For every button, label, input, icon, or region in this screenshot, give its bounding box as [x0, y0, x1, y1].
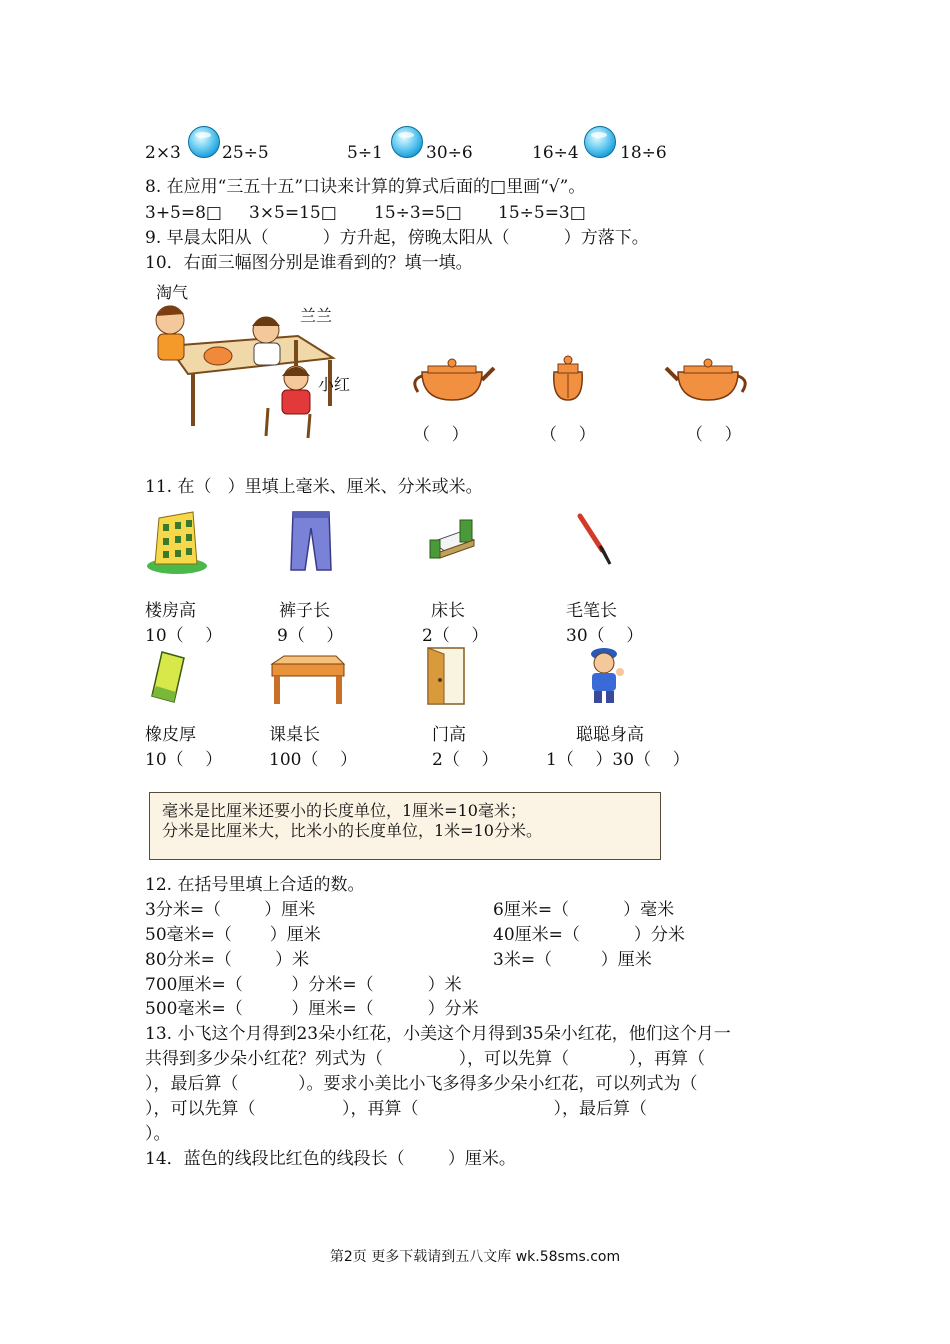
q13-line: ），可以先算（ ），再算（ ），最后算（ — [145, 1099, 648, 1119]
compare-right-3: 18÷6 — [620, 143, 667, 163]
q11-blank[interactable]: 2（ ） — [422, 626, 489, 646]
q11-label: 楼房高 — [145, 601, 196, 621]
q8-option[interactable]: 3×5=15□ — [249, 203, 337, 223]
bubble-icon[interactable] — [188, 126, 220, 158]
teapot-side-view-2 — [664, 358, 752, 404]
label-xiaohong: 小红 — [318, 375, 351, 394]
q10-blank[interactable]: （ ） — [540, 425, 596, 445]
q11-blank[interactable]: 10（ ） — [145, 750, 223, 770]
note-box — [149, 792, 661, 860]
bed-icon — [426, 514, 478, 566]
q8-option[interactable]: 15÷3=5□ — [374, 203, 462, 223]
q11-label: 床长 — [431, 601, 465, 621]
boy-icon — [584, 646, 628, 706]
compare-left-3: 16÷4 — [532, 143, 579, 163]
teapot-front-view — [548, 354, 588, 404]
q12-item[interactable]: 50毫米=（ ）厘米 — [145, 925, 321, 945]
q11-label: 门高 — [432, 725, 466, 745]
building-icon — [145, 508, 209, 574]
q12-item[interactable]: 3分米=（ ）厘米 — [145, 900, 316, 920]
bubble-icon[interactable] — [391, 126, 423, 158]
q13-line: 13. 小飞这个月得到23朵小红花，小美这个月得到35朵小红花，他们这个月一 — [145, 1024, 731, 1044]
compare-left-2: 5÷1 — [347, 143, 383, 163]
q12-item[interactable]: 40厘米=（ ）分米 — [493, 925, 685, 945]
brush-icon — [574, 512, 618, 570]
door-icon — [424, 646, 468, 706]
page-footer: 第2页 更多下载请到五八文库 wk.58sms.com — [329, 1249, 621, 1265]
q11-blank[interactable]: 9（ ） — [277, 626, 344, 646]
q10-blank[interactable]: （ ） — [413, 425, 469, 445]
label-lanlan: 兰兰 — [300, 306, 333, 325]
q12-item[interactable]: 6厘米=（ ）毫米 — [493, 900, 675, 920]
q9-text: 9. 早晨太阳从（ ）方升起，傍晚太阳从（ ）方落下。 — [145, 228, 649, 248]
trousers-icon — [285, 508, 337, 574]
q12-item[interactable]: 700厘米=（ ）分米=（ ）米 — [145, 975, 462, 995]
q11-label: 课桌长 — [269, 725, 320, 745]
q11-blank[interactable]: 10（ ） — [145, 626, 223, 646]
q12-item[interactable]: 80分米=（ ）米 — [145, 950, 310, 970]
q8-option[interactable]: 15÷5=3□ — [498, 203, 586, 223]
q11-label: 聪聪身高 — [576, 725, 644, 745]
q12-title: 12. 在括号里填上合适的数。 — [145, 875, 365, 895]
q12-item[interactable]: 3米=（ ）厘米 — [493, 950, 652, 970]
teapot-side-view-1 — [408, 358, 496, 404]
bubble-icon[interactable] — [584, 126, 616, 158]
q8-title: 8. 在应用“三五十五”口诀来计算的算式后面的□里画“√”。 — [145, 177, 586, 197]
compare-left-1: 2×3 — [145, 143, 181, 163]
q11-label: 毛笔长 — [566, 601, 617, 621]
q11-blank[interactable]: 2（ ） — [432, 750, 499, 770]
q13-line: ）。 — [145, 1124, 171, 1144]
q11-label: 裤子长 — [279, 601, 330, 621]
q14-text: 14．蓝色的线段比红色的线段长（ ）厘米。 — [145, 1149, 516, 1169]
q10-blank[interactable]: （ ） — [686, 425, 742, 445]
q11-label: 橡皮厚 — [145, 725, 196, 745]
desk-icon — [268, 652, 348, 706]
q11-blank[interactable]: 1（ ）30（ ） — [546, 750, 690, 770]
q11-blank[interactable]: 30（ ） — [566, 626, 644, 646]
q12-item[interactable]: 500毫米=（ ）厘米=（ ）分米 — [145, 999, 479, 1019]
q11-title: 11. 在（ ）里填上毫米、厘米、分米或米。 — [145, 477, 483, 497]
q8-option[interactable]: 3+5=8□ — [145, 203, 222, 223]
q13-line: 共得到多少朵小红花？列式为（ ），可以先算（ ），再算（ — [145, 1049, 706, 1069]
compare-right-1: 25÷5 — [222, 143, 269, 163]
q11-blank[interactable]: 100（ ） — [269, 750, 358, 770]
q10-title: 10．右面三幅图分别是谁看到的？填一填。 — [145, 253, 473, 273]
compare-right-2: 30÷6 — [426, 143, 473, 163]
note-line: 分米是比厘米大，比米小的长度单位，1米=10分米。 — [162, 821, 542, 840]
eraser-icon — [146, 648, 190, 706]
label-taoqi: 淘气 — [156, 283, 189, 302]
q13-line: ），最后算（ ）。要求小美比小飞多得多少朵小红花，可以列式为（ — [145, 1074, 698, 1094]
note-line: 毫米是比厘米还要小的长度单位，1厘米=10毫米； — [162, 801, 526, 820]
